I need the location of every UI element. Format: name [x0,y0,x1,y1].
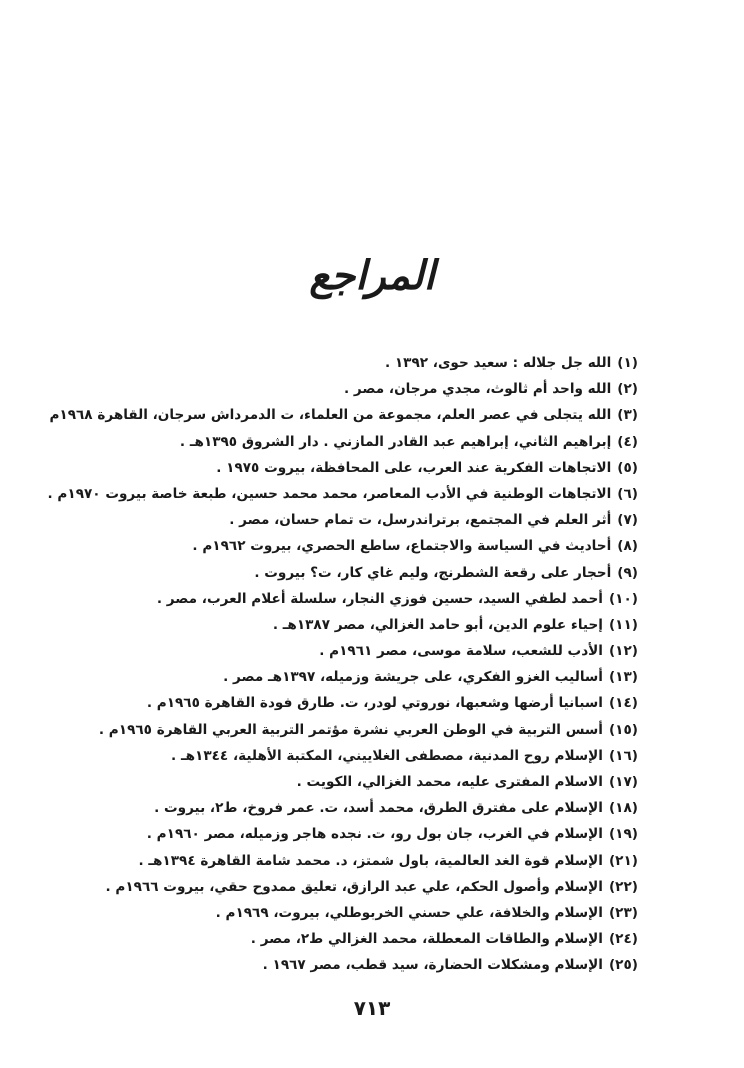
reference-item [38,376,638,402]
reference-item [38,350,638,376]
reference-item [38,612,638,638]
reference-item [38,429,638,455]
page-number: ٧١٣ [353,996,391,1020]
reference-text: أحاديث في السياسة والاجتماع، ساطع الحصري، بيروت ١٩٦٢م . [192,538,612,555]
page-title: المراجع [309,252,435,299]
reference-text: أثر العلم في المجتمع، برتراندرسل، ت تمام حسان، مصر . [229,512,612,529]
reference-item [38,586,638,612]
reference-item [38,402,638,428]
reference-list [38,350,638,979]
reference-item [38,874,638,900]
reference-text: الإسلام والطاقات المعطلة، محمد الغزالي ط٢، مصر . [250,931,603,948]
reference-number: (٣) [617,407,638,424]
reference-item [38,795,638,821]
reference-item [38,638,638,664]
reference-text: الإسلام والخلافة، علي حسني الخربوطلي، بيروت، ١٩٦٩م . [215,904,603,921]
reference-text: الله جل جلاله : سعيد حوى، ١٣٩٢ . [384,355,612,371]
reference-number: (١٧) [608,774,638,790]
reference-number: (٢١) [608,852,638,869]
reference-item [38,743,638,769]
reference-item [38,481,638,507]
reference-number: (١٦) [608,747,638,764]
reference-text: الاتجاهات الفكرية عند العرب، على المحافظة، بيروت ١٩٧٥ . [216,459,612,476]
reference-number: (٢) [617,381,638,398]
reference-number: (١٣) [608,669,638,686]
reference-number: (١١) [608,616,638,633]
reference-text: الإسلام روح المدنية، مصطفى الغلاييني، المكتبة الأهلية، ١٣٤٤هـ . [171,747,603,764]
reference-number: (٢٤) [608,931,638,948]
reference-number: (٢٢) [608,878,638,895]
reference-number: (٢٥) [608,957,638,974]
reference-item [38,690,638,716]
reference-number: (١٢) [608,643,638,660]
reference-text: أسس التربية في الوطن العربي نشرة مؤتمر التربية العربي القاهرة ١٩٦٥م . [98,721,603,738]
reference-text: إبراهيم الثاني، إبراهيم عبد القادر المازني . دار الشروق ١٣٩٥هـ . [179,433,612,450]
reference-item [38,664,638,690]
reference-text: الأدب للشعب، سلامة موسى، مصر ١٩٦١م . [319,643,603,660]
reference-item [38,848,638,874]
reference-number: (١٨) [608,800,638,817]
reference-text: الاتجاهات الوطنية في الأدب المعاصر، محمد محمد حسين، طبعة خاصة بيروت ١٩٧٠م . [47,485,612,502]
reference-text: أحجار على رقعة الشطرنج، وليم غاي كار، ت؟ بيروت . [254,564,612,581]
reference-number: (٢٣) [608,904,638,921]
reference-item [38,900,638,926]
reference-number: (٤) [617,433,638,450]
reference-text: اسبانيا أرضها وشعبها، نوروتي لودر، ت. طارق فودة القاهرة ١٩٦٥م . [146,695,603,712]
reference-text: الإسلام في الغرب، جان بول رو، ت. نجده هاجر وزميله، مصر ١٩٦٠م . [146,826,603,843]
reference-item [38,717,638,743]
reference-item [38,952,638,978]
reference-number: (١٩) [608,826,638,843]
reference-item [38,821,638,847]
reference-number: (١٥) [608,721,638,738]
reference-text: الله واحد أم ثالوث، مجدي مرجان، مصر . [344,381,612,398]
reference-text: إحياء علوم الدين، أبو حامد الغزالي، مصر ١٣٨٧هـ . [272,616,603,633]
reference-item [38,455,638,481]
reference-item [38,769,638,795]
reference-text: الإسلام قوة الغد العالمية، باول شمتز، د. محمد شامة القاهرة ١٣٩٤هـ . [138,852,603,869]
reference-text: الإسلام وأصول الحكم، علي عبد الرازق، تعليق ممدوح حقي، بيروت ١٩٦٦م . [105,878,603,895]
reference-text: الله يتجلى في عصر العلم، مجموعة من العلماء، ت الدمرداش سرجان، القاهرة ١٩٦٨م [49,407,612,424]
reference-number: (٨) [617,538,638,555]
reference-number: (١) [617,355,638,371]
reference-text: الإسلام ومشكلات الحضارة، سيد قطب، مصر ١٩٦٧ . [262,957,603,974]
reference-number: (٦) [617,485,638,502]
reference-number: (٩) [617,564,638,581]
reference-text: الإسلام على مفترق الطرق، محمد أسد، ت. عمر فروخ، ط٢، بيروت . [154,800,603,817]
reference-item [38,507,638,533]
reference-number: (٥) [617,459,638,476]
reference-item [38,926,638,952]
reference-item [38,560,638,586]
reference-text: أساليب الغزو الفكري، على جريشة وزميله، ١٣٩٧هـ مصر . [223,669,603,686]
reference-text: أحمد لطفي السيد، حسين فوزي النجار، سلسلة أعلام العرب، مصر . [156,590,603,607]
reference-text: الاسلام المفترى عليه، محمد الغزالي، الكويت . [296,774,603,790]
reference-item [38,533,638,559]
reference-number: (١٤) [608,695,638,712]
reference-number: (١٠) [608,590,638,607]
reference-number: (٧) [617,512,638,529]
